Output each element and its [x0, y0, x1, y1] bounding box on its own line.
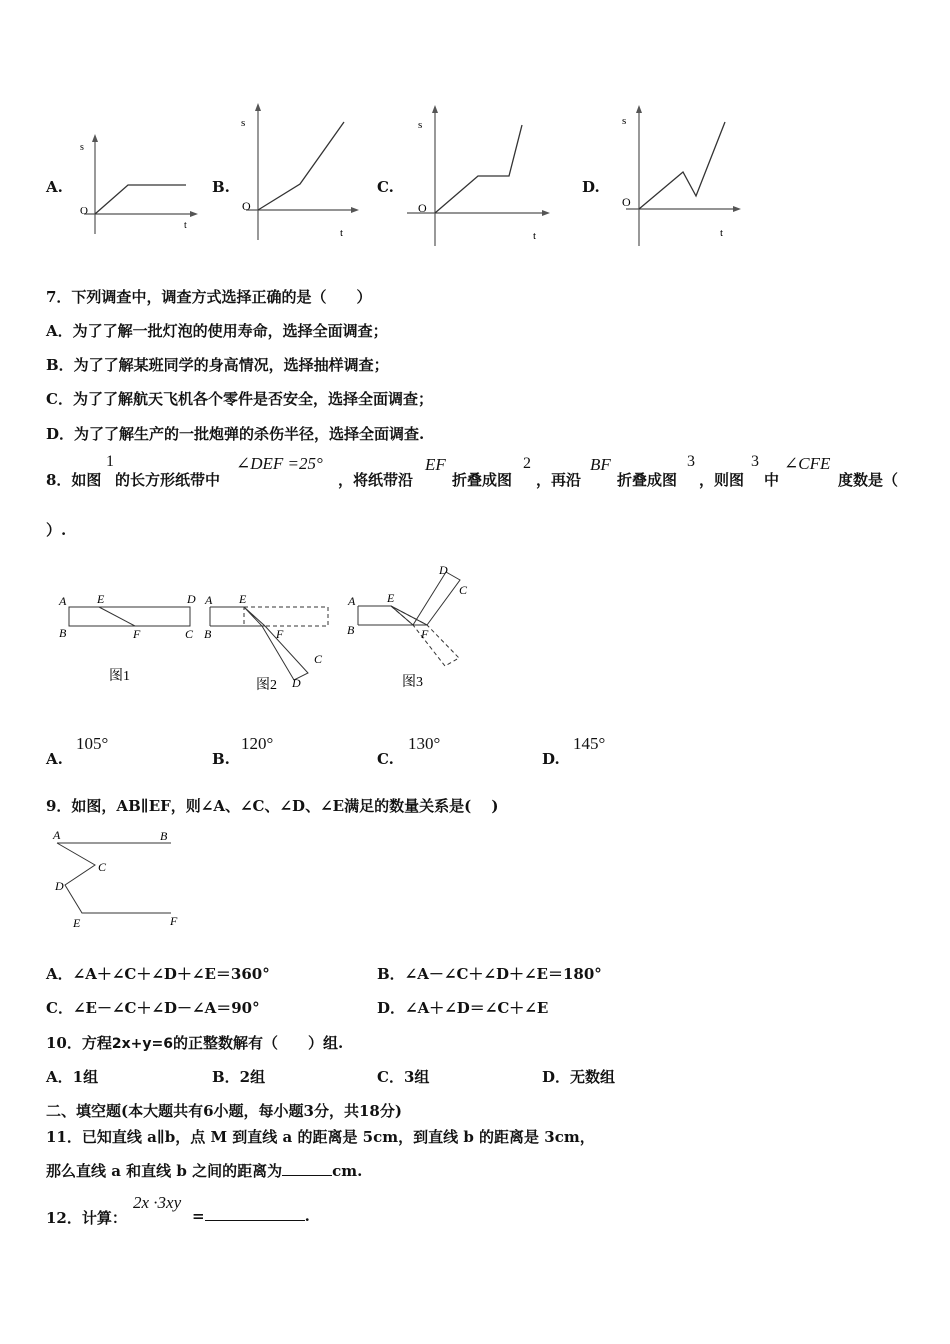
q7-option-b: B．为了了解某班同学的身高情况，选择抽样调查；	[46, 356, 389, 374]
q8-f3-caption: 图3	[402, 675, 423, 690]
q6-c-s-label: s	[418, 119, 423, 131]
q8-text-4: 折叠成图	[452, 471, 513, 489]
q12-answer-blank[interactable]	[205, 1220, 305, 1221]
q6-c-origin: O	[418, 201, 427, 215]
q8-f3-f: F	[421, 627, 429, 641]
q8-figure-num-2: 2	[523, 455, 531, 472]
q8-figure-2	[200, 590, 340, 700]
q8-f2-caption: 图2	[256, 678, 277, 693]
q8-option-d-value: 145°	[573, 734, 606, 753]
q8-f3-c: C	[459, 583, 468, 597]
q12-expression: 2x ·3xy	[133, 1193, 182, 1212]
q9-point-f: F	[170, 914, 178, 928]
q10-option-a: A．1组	[46, 1068, 99, 1086]
q8-f3-e: E	[387, 591, 395, 605]
q11-line-1: 11．已知直线 a∥b，点 M 到直线 a 的距离是 5cm，到直线 b 的距离是 3cm，	[46, 1128, 595, 1146]
q12-answer	[192, 1207, 310, 1225]
q9-option-a: A．∠A＋∠C＋∠D＋∠E＝360°	[46, 965, 270, 983]
q6-a-origin: O	[80, 205, 88, 217]
q6-option-c-label: C.	[377, 178, 394, 196]
section-2-title: 二、填空题(本大题共有6小题，每小题3分，共18分)	[46, 1102, 402, 1120]
q10-stem-pre: 10．方程	[46, 1034, 112, 1052]
q8-text-5: ，再沿	[536, 471, 582, 489]
q6-d-origin: O	[622, 195, 631, 209]
q12-equals: =	[192, 1207, 205, 1225]
q9-option-b: B．∠A－∠C＋∠D＋∠E＝180°	[377, 965, 602, 983]
q8-f2-c: C	[314, 652, 323, 666]
q8-f1-b: B	[59, 626, 67, 640]
q8-line-bf: BF	[590, 455, 611, 474]
q7-option-a: A．为了了解一批灯泡的使用寿命，选择全面调查；	[46, 322, 388, 340]
q8-angle-cfe: ∠CFE	[784, 454, 831, 473]
q8-f1-e: E	[97, 592, 105, 606]
q8-option-a-label: A.	[46, 750, 63, 768]
q9-option-c: C．∠E－∠C＋∠D－∠A＝90°	[46, 999, 260, 1017]
q10-equation: 2x+y=6	[111, 1036, 173, 1052]
q7-option-c: C．为了了解航天飞机各个零件是否安全，选择全面调查；	[46, 390, 433, 408]
q8-text-3: ，将纸带沿	[338, 471, 414, 489]
q8-option-b-label: B.	[212, 750, 230, 768]
q6-d-t-label: t	[720, 227, 724, 239]
q8-f1-caption: 图1	[109, 669, 130, 684]
q6-d-s-label: s	[622, 115, 627, 127]
q8-f2-a: A	[205, 593, 213, 607]
q8-f2-d: D	[292, 676, 301, 690]
q8-option-d-label: D.	[542, 750, 560, 768]
q8-figure-3	[343, 560, 483, 700]
q6-b-s-label: s	[241, 117, 246, 129]
q8-text-7: ，则图	[699, 471, 745, 489]
q8-figure-num-1: 1	[106, 453, 114, 470]
q12-prefix: 12．计算：	[46, 1209, 127, 1227]
q8-f2-b: B	[204, 627, 212, 641]
q9-point-e: E	[73, 916, 81, 930]
q9-stem: 9．如图，AB∥EF，则∠A、∠C、∠D、∠E满足的数量关系是( )	[46, 797, 499, 815]
q8-f2-e: E	[239, 592, 247, 606]
q10-option-c: C．3组	[377, 1068, 430, 1086]
q8-text-1: 8．如图	[46, 471, 102, 489]
q7-option-d: D．为了了解生产的一批炮弹的杀伤半径，选择全面调查.	[46, 425, 425, 443]
q8-text-6: 折叠成图	[617, 471, 678, 489]
q8-option-c-label: C.	[377, 750, 394, 768]
q12-end: .	[304, 1207, 310, 1225]
q8-option-a-value: 105°	[76, 734, 109, 753]
q8-figure-1	[55, 590, 205, 690]
q8-f2-f: F	[276, 627, 284, 641]
q10-stem-post: 的正整数解有（ ）组.	[172, 1034, 344, 1052]
q8-figure-num-3: 3	[687, 453, 695, 470]
q11-line-2-pre: 那么直线 a 和直线 b 之间的距离为	[46, 1162, 283, 1180]
q8-figure-num-4: 3	[751, 453, 759, 470]
q6-graph-c	[402, 100, 562, 248]
q9-option-d: D．∠A＋∠D＝∠C＋∠E	[377, 999, 549, 1017]
q9-point-c: C	[98, 860, 107, 874]
q8-text-9: 度数是（	[838, 471, 899, 489]
q6-option-a-label: A.	[46, 178, 63, 196]
q6-option-b-label: B.	[212, 178, 230, 196]
q6-a-t-label: t	[184, 220, 187, 231]
q9-point-b: B	[160, 829, 168, 843]
q8-text-end: ）.	[46, 521, 67, 539]
q6-graph-a	[70, 130, 200, 240]
q8-f1-a: A	[59, 594, 67, 608]
q8-text-2: 的长方形纸带中	[115, 471, 221, 489]
q6-option-d-label: D.	[582, 178, 600, 196]
q8-line-ef: EF	[425, 455, 446, 474]
q8-f1-f: F	[133, 627, 141, 641]
q8-f3-b: B	[347, 623, 355, 637]
q6-a-s-label: s	[80, 142, 84, 153]
q6-c-t-label: t	[533, 230, 537, 242]
q8-option-b-value: 120°	[241, 734, 274, 753]
q10-stem	[46, 1032, 343, 1053]
q9-point-d: D	[55, 879, 64, 893]
q10-option-d: D．无数组	[542, 1068, 616, 1086]
q6-b-t-label: t	[340, 227, 344, 239]
q11-answer-blank[interactable]	[282, 1175, 332, 1176]
q9-figure	[45, 825, 195, 935]
q8-text-8: 中	[764, 471, 780, 489]
q6-b-origin: O	[242, 199, 251, 213]
q9-point-a: A	[53, 828, 61, 842]
q7-stem: 7．下列调查中，调查方式选择正确的是（ ）	[46, 288, 372, 306]
q10-option-b: B．2组	[212, 1068, 266, 1086]
q8-angle-def: ∠DEF =25°	[236, 454, 323, 473]
q8-f3-d: D	[439, 563, 448, 577]
q6-graph-d	[612, 100, 752, 248]
q8-f1-c: C	[185, 627, 194, 641]
q8-f1-d: D	[187, 592, 196, 606]
q8-option-c-value: 130°	[408, 734, 441, 753]
q6-graph-b	[236, 100, 366, 245]
q11-line-2-post: cm.	[332, 1162, 363, 1180]
q8-f3-a: A	[348, 594, 356, 608]
q11-line-2	[46, 1160, 362, 1181]
